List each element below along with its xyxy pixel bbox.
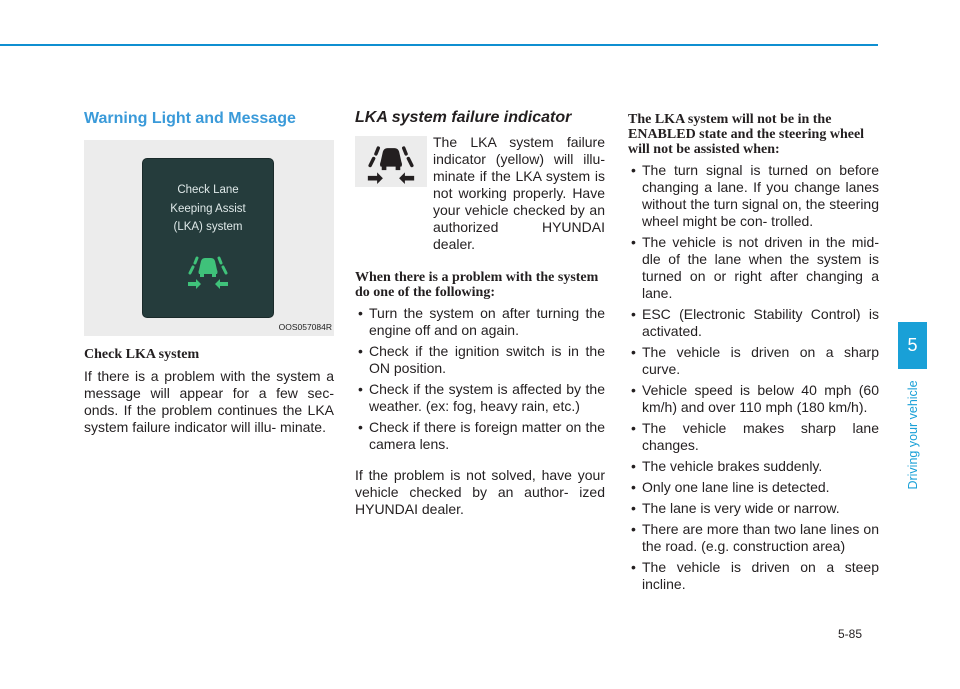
lka-indicator-icon bbox=[184, 251, 232, 289]
display-line-2: Keeping Assist bbox=[170, 203, 246, 215]
chapter-label-text: Driving your vehicle bbox=[906, 380, 920, 490]
problem-subheading: When there is a problem with the system do one of the following: bbox=[355, 270, 599, 300]
indicator-icon-figure bbox=[355, 136, 427, 187]
list-item: • Only one lane line is detected. bbox=[628, 479, 879, 496]
list-item: • There are more than two lane lines on the road. (e.g. construction area) bbox=[628, 521, 879, 555]
cluster-display bbox=[142, 158, 274, 318]
list-item: • The turn signal is turned on before changing a lane. If you change lanes without the turn signal on, the steering wheel might be con- trolled. bbox=[628, 162, 879, 230]
list-item: • The vehicle is driven on a steep incline. bbox=[628, 559, 879, 593]
display-line-1: Check Lane bbox=[177, 184, 239, 196]
header-rule bbox=[0, 44, 878, 46]
indicator-description: The LKA system failure indicator (yellow) will illu- minate if the LKA system is not working properly. Have your vehicle checked by an authorized HYUNDAI dealer. bbox=[433, 134, 605, 252]
list-item: • The vehicle makes sharp lane changes. bbox=[628, 420, 879, 454]
conditions-list bbox=[628, 162, 879, 593]
list-item: • The vehicle is driven on a sharp curve. bbox=[628, 344, 879, 378]
section-heading: LKA system failure indicator bbox=[355, 109, 572, 126]
not-enabled-subheading: The LKA system will not be in the ENABLED state and the steering wheel will not be assisted when: bbox=[628, 112, 865, 157]
display-line-3: (LKA) system bbox=[173, 221, 243, 233]
chapter-label bbox=[904, 370, 922, 500]
section-heading: Warning Light and Message bbox=[84, 110, 296, 127]
list-item: • The vehicle brakes suddenly. bbox=[628, 458, 879, 475]
list-item: • ESC (Electronic Stability Control) is activated. bbox=[628, 306, 879, 340]
cluster-message-figure bbox=[84, 140, 334, 336]
list-item: • Vehicle speed is below 40 mph (60 km/h) and over 110 mph (180 km/h). bbox=[628, 382, 879, 416]
list-item: • Check if there is foreign matter on the camera lens. bbox=[355, 419, 605, 453]
page-number: 5-85 bbox=[838, 627, 863, 641]
lka-failure-icon bbox=[363, 140, 419, 184]
list-item: • The lane is very wide or narrow. bbox=[628, 500, 879, 517]
check-lka-subheading: Check LKA system bbox=[84, 347, 200, 362]
chapter-tab: 5 bbox=[898, 322, 927, 369]
list-item: • The vehicle is not driven in the mid- dle of the lane when the system is turned on or right after changing a lane. bbox=[628, 234, 879, 302]
image-code: OOS057084R bbox=[278, 322, 332, 332]
problem-steps-list bbox=[355, 305, 605, 453]
list-item: • Check if the ignition switch is in the ON position. bbox=[355, 343, 605, 377]
check-lka-paragraph: If there is a problem with the system a message will appear for a few sec- onds. If the problem continues the LKA system failure indicator will illu- minate. bbox=[84, 368, 334, 435]
list-item: • Turn the system on after turning the engine off and on again. bbox=[355, 305, 605, 339]
list-item: • Check if the system is affected by the weather. (ex: fog, heavy rain, etc.) bbox=[355, 381, 605, 415]
closing-paragraph: If the problem is not solved, have your vehicle checked by an author- ized HYUNDAI dealer. bbox=[355, 467, 605, 517]
